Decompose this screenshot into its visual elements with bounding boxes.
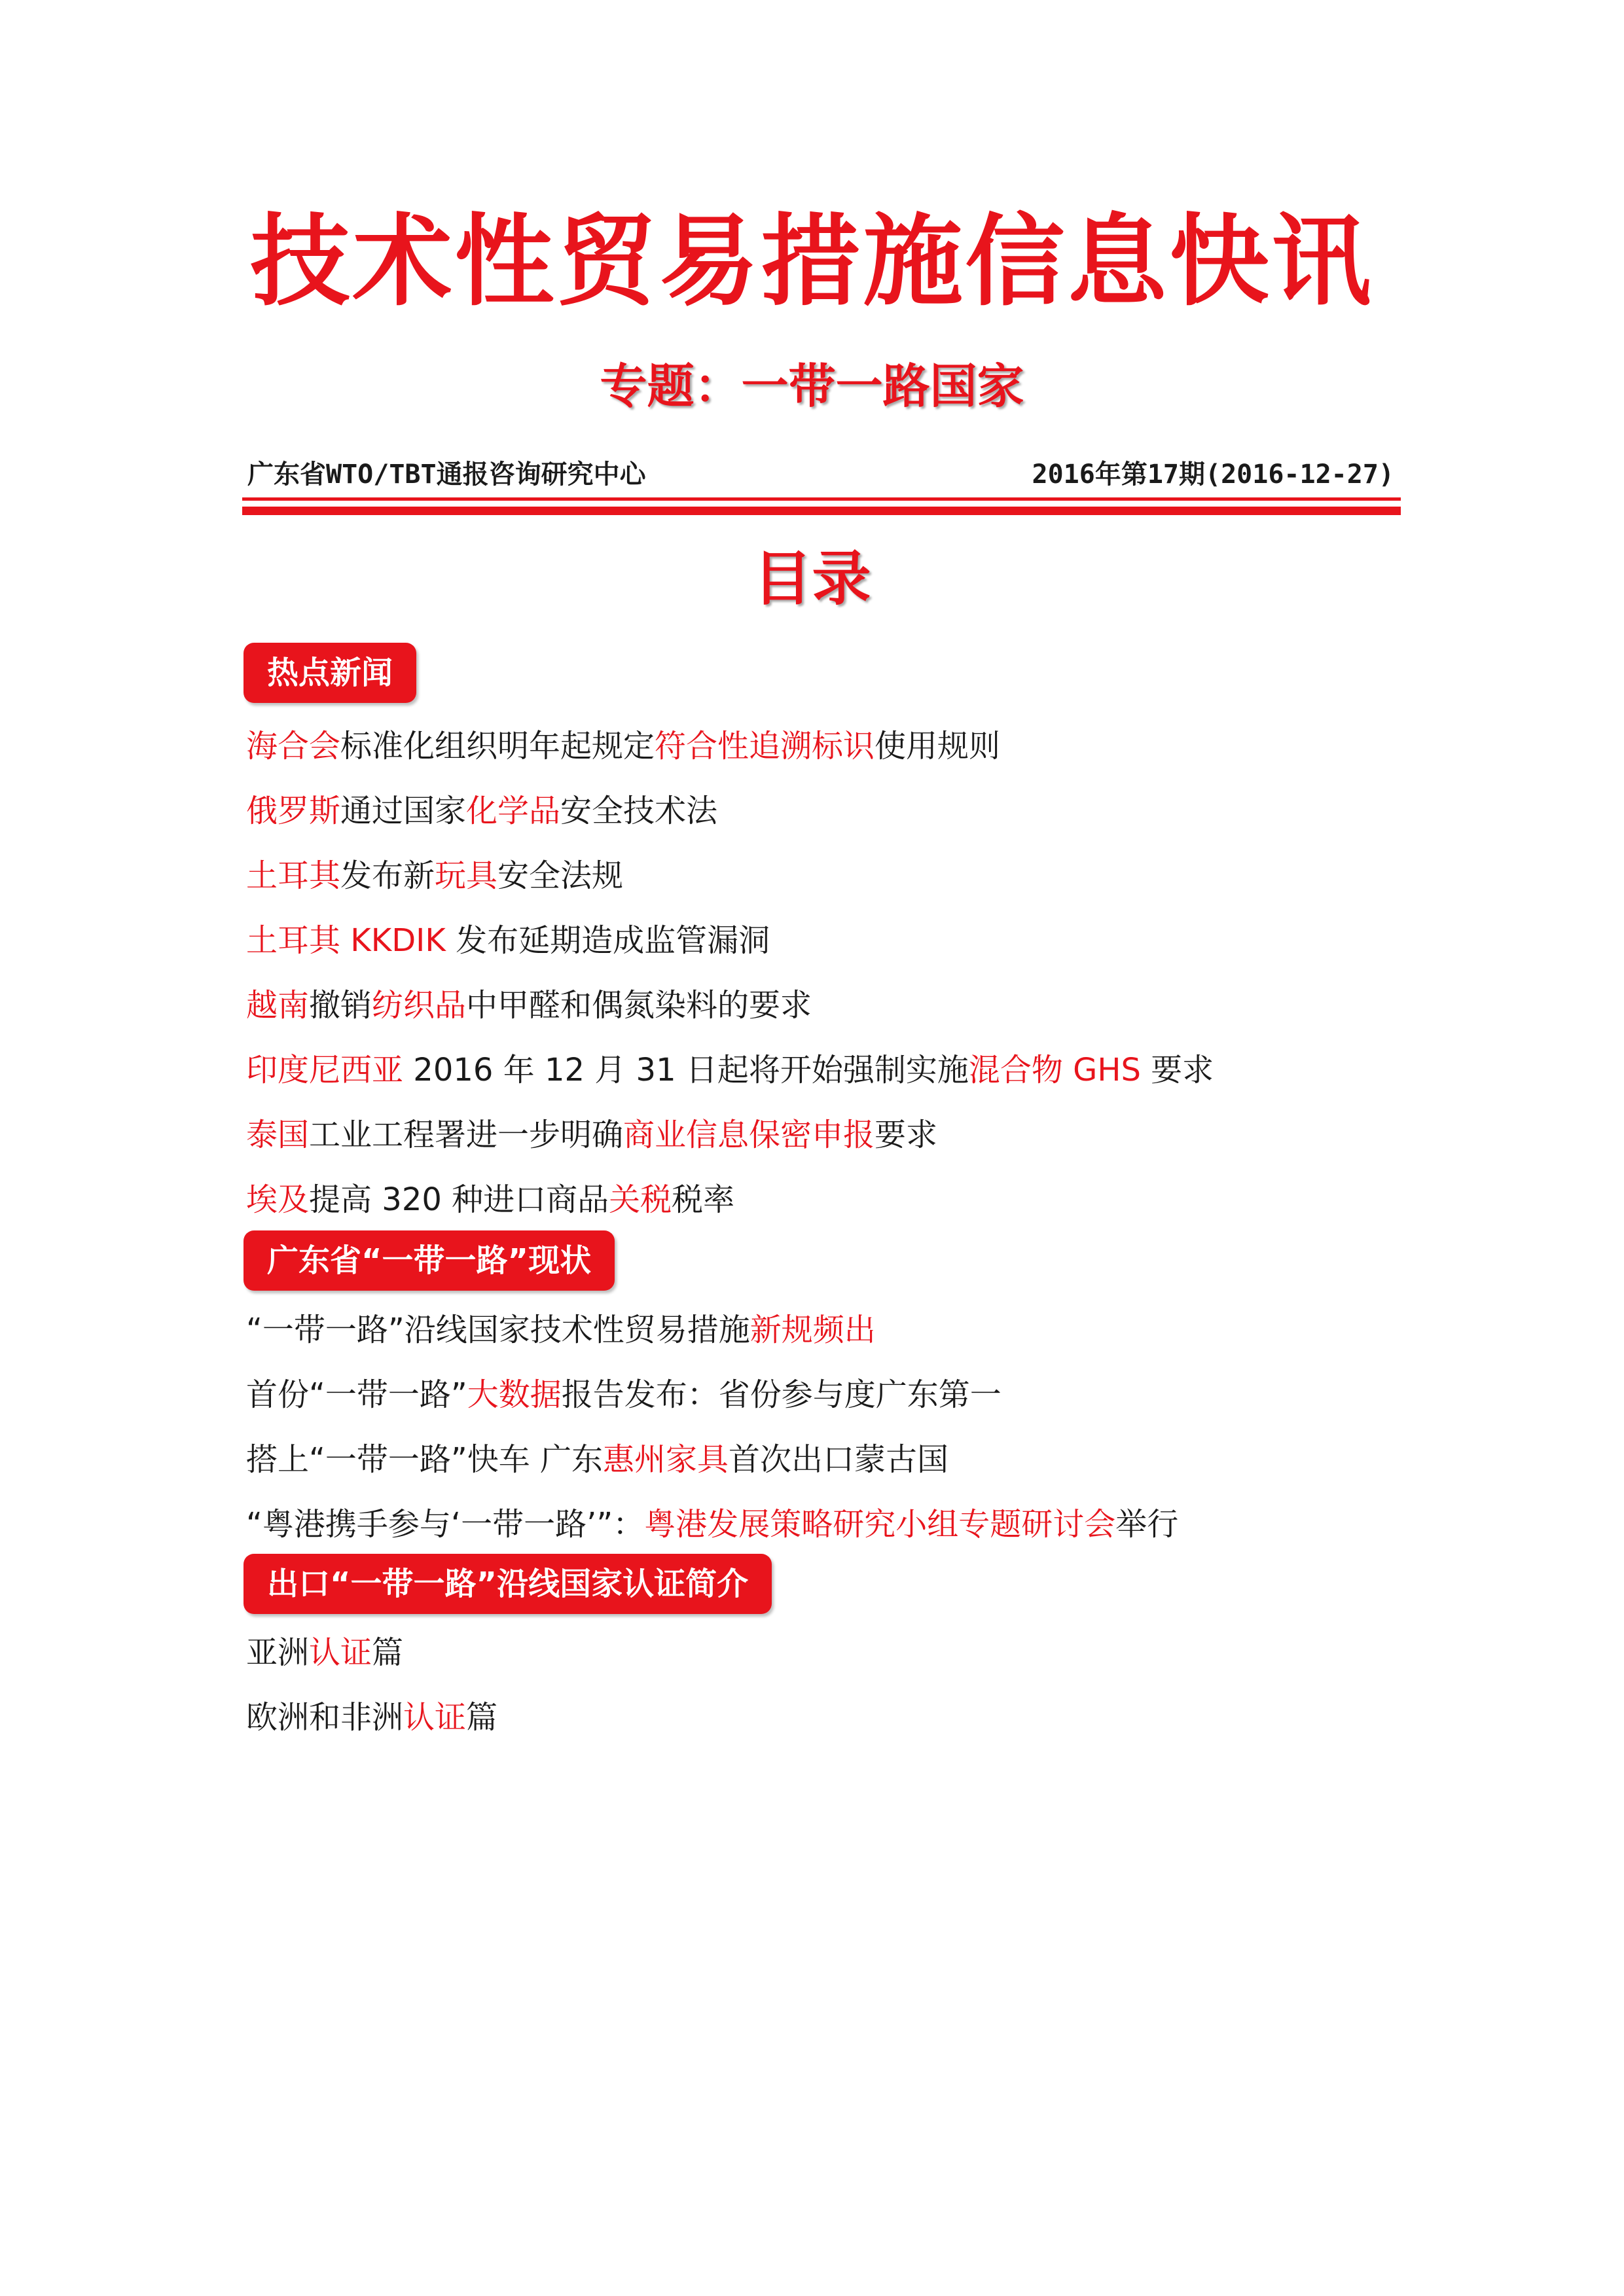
toc-item[interactable]: [246, 1307, 876, 1353]
highlight-text: 混合物 GHS: [968, 1052, 1141, 1088]
toc-title: 目录: [753, 545, 871, 613]
toc-item[interactable]: [246, 918, 770, 963]
highlight-text: 埃及: [246, 1181, 310, 1218]
highlight-text: 符合性追溯标识: [655, 728, 875, 764]
plain-text: “一带一路”沿线国家技术性贸易措施: [246, 1312, 750, 1348]
header-divider-thick: [242, 507, 1401, 515]
plain-text: 要求: [1140, 1052, 1214, 1088]
toc-item[interactable]: [246, 788, 717, 834]
publication-info: [247, 455, 1394, 494]
plain-text: 税率: [672, 1181, 735, 1218]
highlight-text: 认证: [403, 1699, 467, 1736]
plain-text: 发布新: [340, 857, 435, 894]
plain-text: 安全技术法: [560, 793, 718, 829]
plain-text: 撤销: [309, 987, 372, 1024]
highlight-text: 认证: [309, 1634, 372, 1671]
section-heading-guangdong-status: 广东省“一带一路”现状: [244, 1230, 615, 1291]
plain-text: “粤港携手参与‘一带一路’”：: [246, 1506, 645, 1543]
highlight-text: 关税: [609, 1181, 672, 1218]
plain-text: 首次出口蒙古国: [729, 1441, 949, 1478]
plain-text: 篇: [372, 1634, 404, 1671]
plain-text: 首份“一带一路”: [246, 1376, 467, 1413]
highlight-text: 纺织品: [372, 987, 467, 1024]
highlight-text: 玩具: [435, 857, 498, 894]
publisher-name: 广东省WTO/TBT通报咨询研究中心: [247, 459, 646, 490]
plain-text: 要求: [875, 1117, 938, 1153]
highlight-text: 大数据: [467, 1376, 562, 1413]
plain-text: 标准化组织明年起规定: [340, 728, 655, 764]
plain-text: 使用规则: [875, 728, 1001, 764]
plain-text: 搭上“一带一路”快车 广东: [246, 1441, 603, 1478]
toc-item[interactable]: [246, 1372, 1001, 1418]
header-divider-thin: [242, 497, 1401, 501]
toc-item[interactable]: [246, 853, 623, 899]
highlight-text: 商业信息保密申报: [623, 1117, 875, 1153]
page-subtitle: 专题：一带一路国家: [600, 359, 1024, 414]
plain-text: 亚洲: [246, 1634, 310, 1671]
section-heading-hot-news: 热点新闻: [244, 643, 416, 703]
highlight-text: 新规频出: [749, 1312, 876, 1348]
toc-item[interactable]: [246, 1112, 937, 1158]
plain-text: 发布延期造成监管漏洞: [445, 922, 770, 959]
plain-text: 工业工程署进一步明确: [309, 1117, 624, 1153]
toc-item[interactable]: [246, 982, 812, 1028]
plain-text: 举行: [1115, 1506, 1179, 1543]
toc-item[interactable]: [246, 1437, 948, 1482]
toc-item[interactable]: [246, 1501, 1178, 1547]
highlight-text: 粤港发展策略研究小组专题研讨会: [644, 1506, 1116, 1543]
highlight-text: 越南: [246, 987, 310, 1024]
plain-text: 通过国家: [340, 793, 467, 829]
highlight-text: 印度尼西亚: [246, 1052, 404, 1088]
toc-item[interactable]: [246, 723, 1000, 769]
toc-item[interactable]: [246, 1695, 497, 1740]
issue-number: 2016年第17期(2016-12-27): [1032, 459, 1394, 490]
plain-text: 安全法规: [497, 857, 624, 894]
plain-text: 2016 年 12 月 31 日起将开始强制实施: [403, 1052, 969, 1088]
toc-item[interactable]: [246, 1177, 734, 1223]
plain-text: 篇: [466, 1699, 498, 1736]
highlight-text: 俄罗斯: [246, 793, 341, 829]
highlight-text: 土耳其 KKDIK: [246, 922, 446, 959]
highlight-text: 化学品: [466, 793, 561, 829]
plain-text: 欧洲和非洲: [246, 1699, 404, 1736]
toc-item[interactable]: [246, 1630, 403, 1676]
highlight-text: 海合会: [246, 728, 341, 764]
plain-text: 报告发布：省份参与度广东第一: [561, 1376, 1001, 1413]
highlight-text: 惠州家具: [603, 1441, 729, 1478]
plain-text: 中甲醛和偶氮染料的要求: [466, 987, 812, 1024]
page-title: 技术性贸易措施信息快讯: [250, 204, 1374, 319]
toc-item[interactable]: [246, 1047, 1214, 1093]
plain-text: 提高 320 种进口商品: [309, 1181, 609, 1218]
section-heading-certification: 出口“一带一路”沿线国家认证简介: [244, 1554, 772, 1614]
highlight-text: 土耳其: [246, 857, 341, 894]
highlight-text: 泰国: [246, 1117, 310, 1153]
